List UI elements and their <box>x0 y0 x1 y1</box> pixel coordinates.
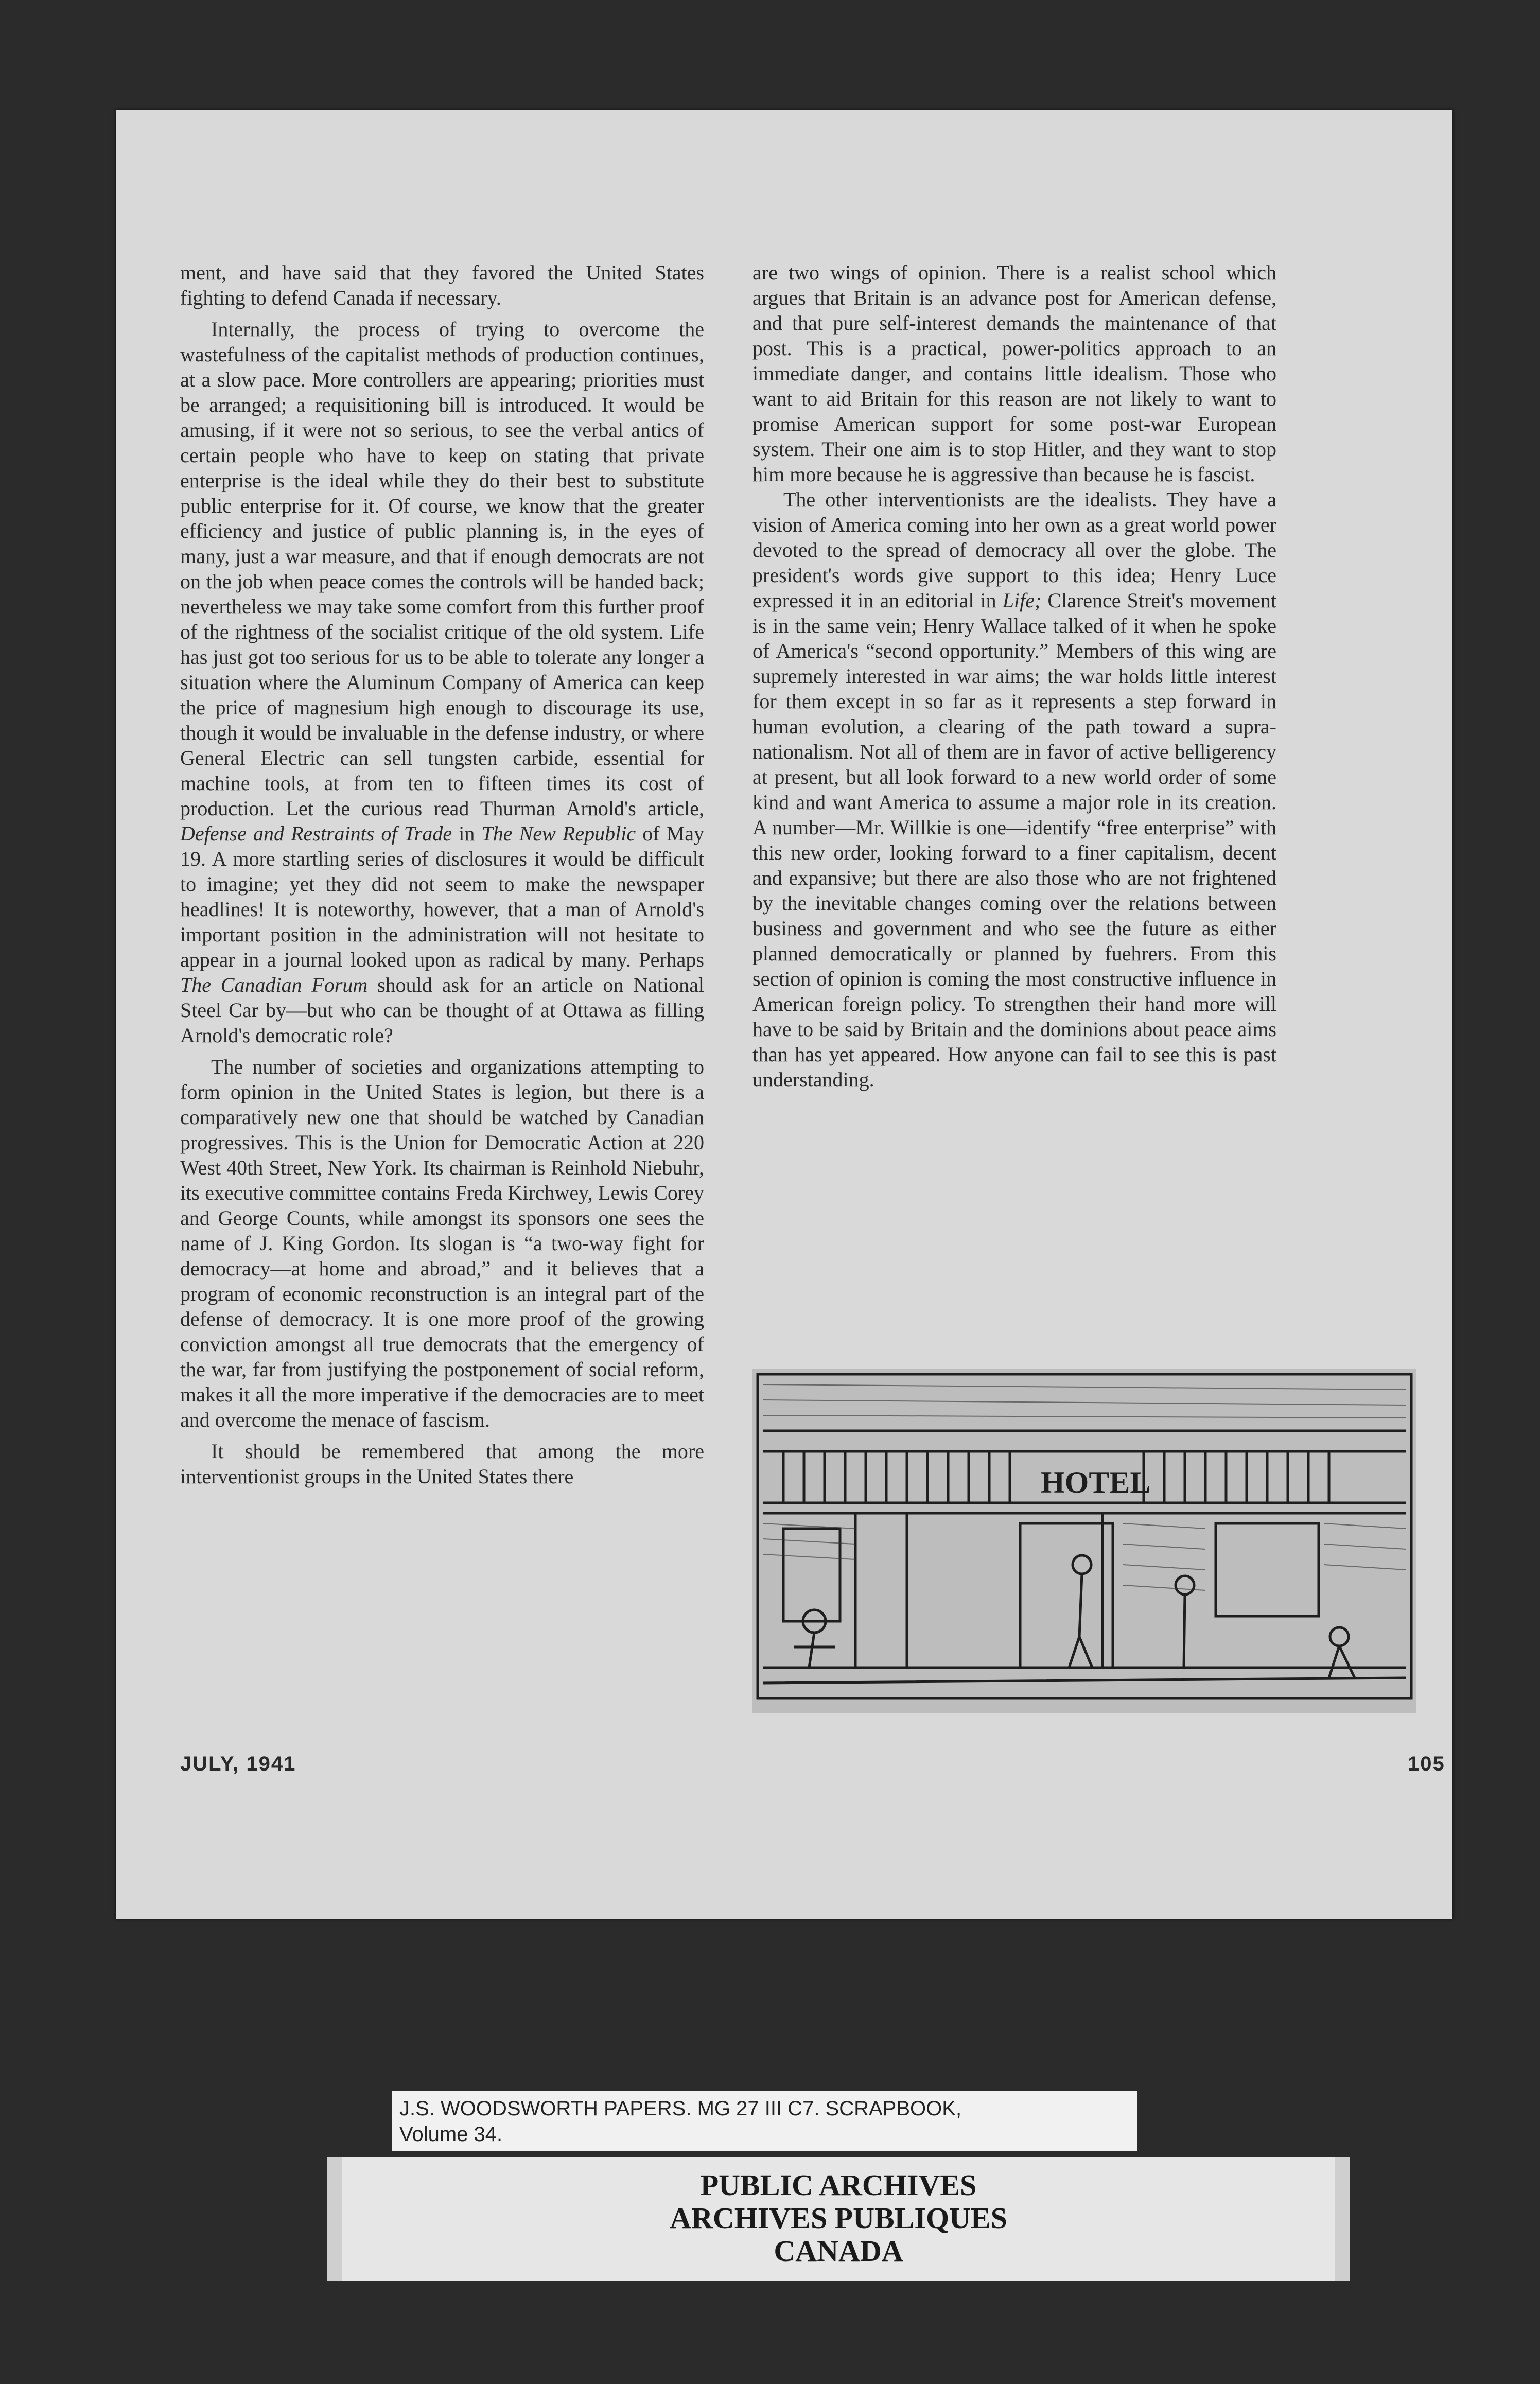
publication-title: Life; <box>1002 589 1042 612</box>
paragraph <box>752 487 1276 1092</box>
archive-volume-line: Volume 34. <box>399 2123 503 2146</box>
right-column <box>752 260 1276 1098</box>
stamp-line-french: ARCHIVES PUBLIQUES <box>670 2201 1007 2235</box>
paragraph: are two wings of opinion. There is a realist school which argues that Britain is an advance post for American defense, and that pure self-interest demands the maintenance of that post. This is a practical, power-politics approach to an immediate danger, and contains little idealism. Those who want to aid Britain for this reason are not likely to want to promise American support for some post-war European system. Their one aim is to stop Hitler, and they want to stop him more because he is aggressive than because he is fascist. <box>752 261 1276 486</box>
paragraph: ment, and have said that they favored the United States fighting to defend Canada if necessary. <box>180 261 704 309</box>
left-column <box>180 260 704 1495</box>
paragraph-text: of May 19. A more startling series of disclosures it would be difficult to imagine; yet they did not seem to make the newspaper headlines! It is noteworthy, however, that a man of Arnold's important position in the administration will not hesitate to appear in a journal looked upon as radical by many. Perhaps <box>180 822 705 971</box>
paragraph: It should be remembered that among the more interventionist groups in the United States there <box>180 1440 704 1488</box>
stamp-line-country: CANADA <box>774 2234 903 2268</box>
publication-title: The New Republic <box>481 822 636 845</box>
public-archives-stamp <box>327 2157 1350 2281</box>
paragraph-text: Internally, the process of trying to overcome the wastefulness of the capitalist methods of production continues, at a slow pace. More controllers are appearing; priorities must be arranged; a requisitioning bill is introduced. It would be amusing, if it were not so serious, to see the verbal antics of certain people who have to keep on stating that private enterprise is the ideal while they do their best to substitute public enterprise for it. Of course, we know that the greater efficiency and justice of public planning is, in the eyes of many, just a war measure, and that if enough democrats are not on the job when peace comes the controls will be handed back; nevertheless we may take some comfort from this further proof of the rightness of the socialist critique of the old system. Life has just got too serious for us to be able to tolerate any longer a situation where the Aluminum Company of America can keep the price of magnesium high enough to discourage its use, though it would be invaluable in the defense industry, or where General Electric can sell tungsten carbide, essential for machine tools, at from ten to fifteen times its cost of production. Let the curious read Thurman Arnold's article, <box>180 318 704 820</box>
archive-reference-line: J.S. WOODSWORTH PAPERS. MG 27 III C7. SCRAPBOOK, <box>399 2097 962 2120</box>
hotel-sign: HOTEL <box>1041 1465 1151 1499</box>
publication-title: The Canadian Forum <box>180 973 368 996</box>
issue-date: JULY, 1941 <box>180 1752 296 1775</box>
hotel-sketch-illustration <box>752 1369 1416 1713</box>
paragraph-text: The other interventionists are the idealists. They have a vision of America coming into her own as a great world power devoted to the spread of democracy all over the globe. The president's words give support to this idea; Henry Luce expressed it in an editorial in <box>752 488 1276 612</box>
paragraph-text: in <box>452 822 482 845</box>
stamp-line-english: PUBLIC ARCHIVES <box>700 2168 977 2202</box>
paragraph-text: should ask for an article on National Steel Car by—but who can be thought of at Ottawa as filling Arnold's democratic role? <box>180 973 704 1047</box>
article-title: Defense and Restraints of Trade <box>180 822 452 845</box>
archive-reference-label <box>392 2091 1137 2151</box>
paragraph <box>180 317 704 1048</box>
paragraph-text: Clarence Streit's movement is in the same vein; Henry Wallace talked of it when he spoke of America's “second opportunity.” Members of this wing are supremely interested in war aims; the war holds little interest for them except in so far as it represents a step forward in human evolution, a clearing of the path toward a supra-nationalism. Not all of them are in favor of active belligerency at present, but all look forward to a new world order of some kind and want America to assume a major role in its creation. A number—Mr. Willkie is one—identify “free enterprise” with this new order, looking forward to a finer capitalism, decent and expansive; but there are also those who are not frightened by the inevitable changes coming over the relations between business and government and who see the future as either planned democratically or planned by fuehrers. From this section of opinion is coming the most constructive influence in American foreign policy. To strengthen their hand more will have to be said by Britain and the dominions about peace aims than has yet appeared. How anyone can fail to see this is past understanding. <box>752 589 1276 1091</box>
paragraph: The number of societies and organizations attempting to form opinion in the United States is legion, but there is a comparatively new one that should be watched by Canadian progressives. This is the Union for Democratic Action at 220 West 40th Street, New York. Its chairman is Reinhold Niebuhr, its executive committee contains Freda Kirchwey, Lewis Corey and George Counts, while amongst its sponsors one sees the name of J. King Gordon. Its slogan is “a two-way fight for democracy—at home and abroad,” and it believes that a program of economic reconstruction is an integral part of the defense of democracy. It is one more proof of the growing conviction amongst all true democrats that the emergency of the war, far from justifying the postponement of social reform, makes it all the more imperative if the democracies are to meet and overcome the menace of fascism. <box>180 1055 704 1431</box>
page-number: 105 <box>1408 1752 1445 1775</box>
